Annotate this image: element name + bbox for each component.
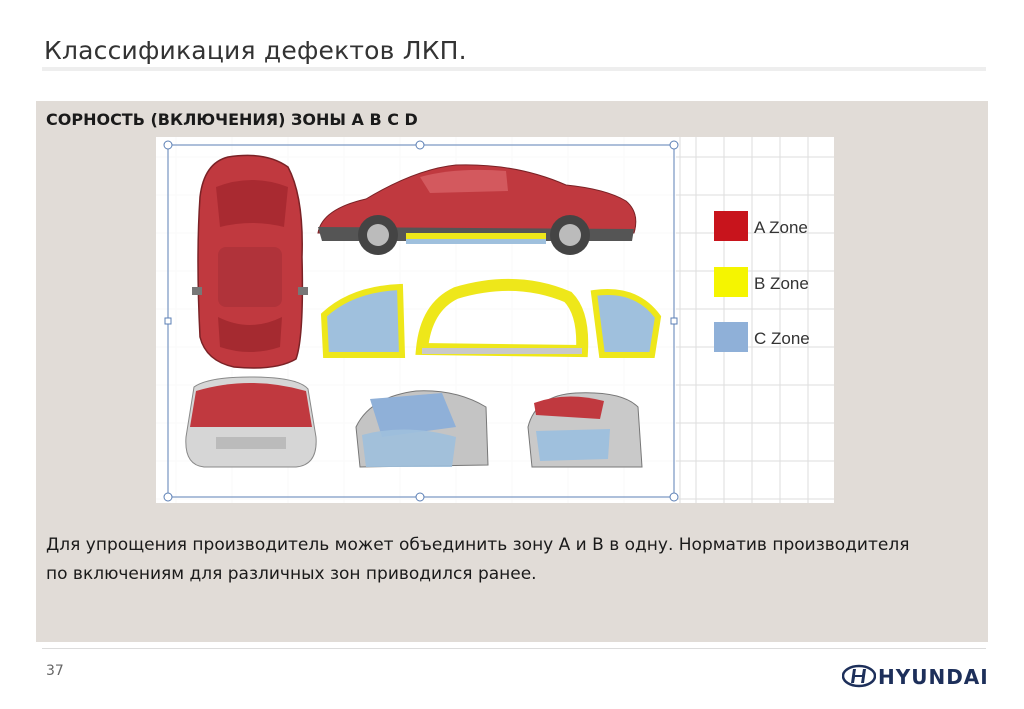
brand-wordmark: HYUNDAI	[878, 665, 989, 689]
car-rear-view	[186, 377, 316, 467]
legend-label-c: C Zone	[754, 329, 810, 348]
footer-divider	[42, 648, 986, 649]
zone-diagram	[156, 137, 834, 503]
car-top-view	[192, 155, 308, 368]
body-paragraph: Для упрощения производитель может объединить зону А и В в одну. Норматив производителя по включениям для различных зон приводился ранее.	[46, 535, 910, 584]
hyundai-logo	[842, 663, 988, 689]
legend-label-b: B Zone	[754, 274, 809, 293]
legend-swatch-b	[714, 267, 748, 297]
title-divider	[42, 67, 986, 71]
hyundai-emblem-icon	[842, 664, 876, 688]
page-number: 37	[46, 663, 64, 679]
legend-swatch-c	[714, 322, 748, 352]
legend-swatch-a	[714, 211, 748, 241]
section-heading: СОРНОСТЬ (ВКЛЮЧЕНИЯ) ЗОНЫ A B C D	[46, 110, 418, 129]
open-trunk-view	[528, 393, 642, 467]
zone-legend	[714, 211, 810, 352]
slide-title: Классификация дефектов ЛКП.	[44, 36, 467, 65]
open-hood-view	[356, 391, 488, 467]
zone-diagram-svg	[156, 137, 834, 503]
legend-label-a: A Zone	[754, 218, 808, 237]
